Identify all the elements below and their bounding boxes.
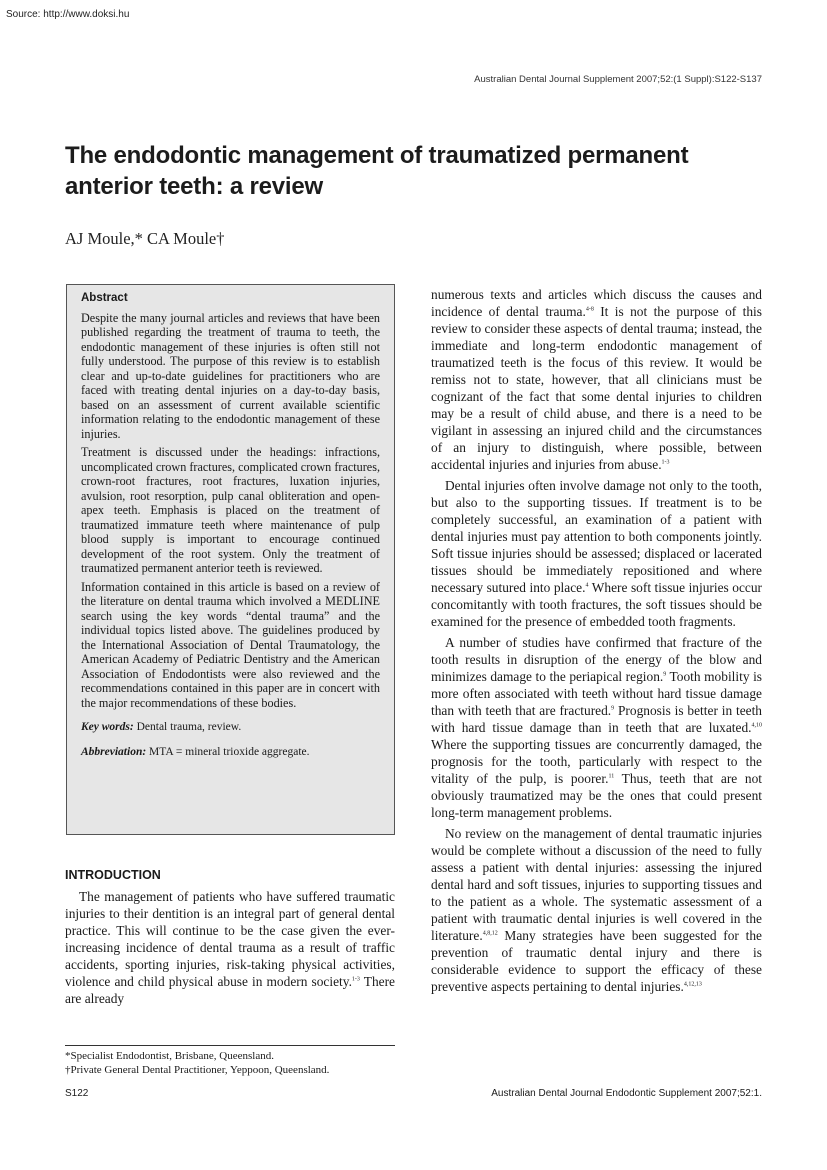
body-paragraph: A number of studies have confirmed that fracture of the tooth results in disruption of the energy of the blow and minimizes damage to the periapical region.$^9$ Tooth mobility is more often associated with teeth without hard tissue damage than with teeth that are fractured.$^9$ Prognosis is better in teeth with hard tissue damage than in teeth that are luxated.$^{4,10}$ Where the supporting tissues are concurrently damaged, the prognosis for the tooth, particularly with respect to the vitality of the pulp, is poorer.$^{11}$ Thus, teeth that are not obviously traumatized may be the ones that could present long-term management problems.: [431, 635, 763, 820]
footnote-divider: [65, 1045, 395, 1046]
abstract-paragraph: Information contained in this article is based on a review of the literature on dental trauma which involved a MEDLINE search using the key words “dental trauma” and the individual topics listed above. The guidelines produced by the International Association of Dental Traumatology, the American Academy of Pediatric Dentistry and the American Association of Endodontists were also reviewed and the recommendations contained in this paper are in concert with the major recommendations of these bodies.: [81, 579, 380, 710]
article-title: The endodontic management of traumatized permanent anterior teeth: a review: [65, 142, 689, 200]
keywords-value: Dental trauma, review.: [136, 721, 242, 733]
footer-journal: Australian Dental Journal Endodontic Supplement 2007;52:1.: [491, 1088, 762, 1099]
body-paragraph: Dental injuries often involve damage not only to the tooth, but also to the supporting tissues. If treatment is to be completely successful, an examination of a patient with dental injuries must pay attention to both components jointly. Soft tissue injuries should be assessed; displaced or lacerated tissues should be immediately repositioned and where necessary sutured into place.$^4$ Where soft tissue injuries occur concomitantly with tooth fractures, the soft tissues should be examined for the presence of embedded tooth fragments.: [431, 478, 763, 629]
abbreviation-label: Abbreviation:: [81, 745, 147, 758]
source-url: Source: http://www.doksi.hu: [6, 9, 130, 20]
journal-header: Australian Dental Journal Supplement 2007;52:(1 Suppl):S122-S137: [474, 74, 762, 85]
abbreviation-value: MTA = mineral trioxide aggregate.: [149, 745, 310, 758]
abstract-paragraph: Despite the many journal articles and reviews that have been published regarding the treatment of trauma to teeth, the endodontic management of these injuries is often still not fully understood. The purpose of this review is to establish clear and up-to-date guidelines for practitioners who are faced with treating dental injuries on a day-to-day basis, based on an assessment of current available scientific information relating to the endodontic management of these injuries.: [81, 310, 380, 441]
footnote-item: *Specialist Endodontist, Brisbane, Queensland.: [65, 1050, 274, 1062]
footnote-item: †Private General Dental Practitioner, Yeppoon, Queensland.: [65, 1064, 330, 1076]
introduction-paragraph: The management of patients who have suffered traumatic injuries to their dentition is an integral part of general dental practice. This will continue to be the case given the ever-increasing incidence of dental trauma as a result of traffic accidents, sporting injuries, risk-taking physical activities, violence and child physical abuse in modern society.$^{1-3}$ There are already: [65, 889, 395, 1006]
footnotes: [65, 1049, 395, 1077]
keywords-label: Key words:: [81, 721, 134, 733]
keywords: [81, 720, 380, 735]
body-paragraph: numerous texts and articles which discuss the causes and incidence of dental trauma.$^{4-8}$ It is not the purpose of this review to consider these aspects of dental trauma; instead, the immediate and long-term endodontic management of traumatized teeth is the focus of this review. It would be remiss not to state, however, that all clinicians must be cognizant of the fact that some dental injuries to children may be a result of child abuse, and there is a need to be vigilant in assessing an injured child and the circumstances of an injury to distinguish, where possible, between accidental injuries and injuries from abuse.$^{1-3}$: [431, 287, 762, 472]
abbreviations: [81, 745, 380, 760]
authors: AJ Moule,* CA Moule†: [65, 229, 225, 248]
abstract-heading: Abstract: [81, 292, 128, 304]
page-number: S122: [65, 1088, 89, 1099]
introduction-heading: INTRODUCTION: [65, 868, 161, 882]
introduction-section: [65, 866, 395, 1007]
body-paragraph: No review on the management of dental traumatic injuries would be complete without a discussion of the need to fully assess a patient with dental injuries: assessing the injured dental hard and soft tissues, injuries to supporting tissues and to the patient as a whole. The systematic assessment of a patient with traumatic dental injuries is well covered in the literature.$^{4,8,12}$ Many strategies have been suggested for the prevention of traumatic dental injury and there is considerable evidence to support the efficacy of these preventive aspects pertaining to dental injuries.$^{4,12,13}$: [431, 826, 762, 994]
right-column-body: [431, 286, 762, 999]
abstract-paragraph: Treatment is discussed under the headings: infractions, uncomplicated crown fractures, complicated crown fractures, crown-root fractures, root fractures, luxation injuries, avulsion, root resorption, pulp canal obliteration and open-apex teeth. Emphasis is placed on the treatment of traumatized immature teeth where maintenance of pulp blood supply is important to encourage continued development of the root system. Only the treatment of traumatized permanent anterior teeth is reviewed.: [81, 445, 380, 575]
abstract-box: [66, 284, 395, 835]
